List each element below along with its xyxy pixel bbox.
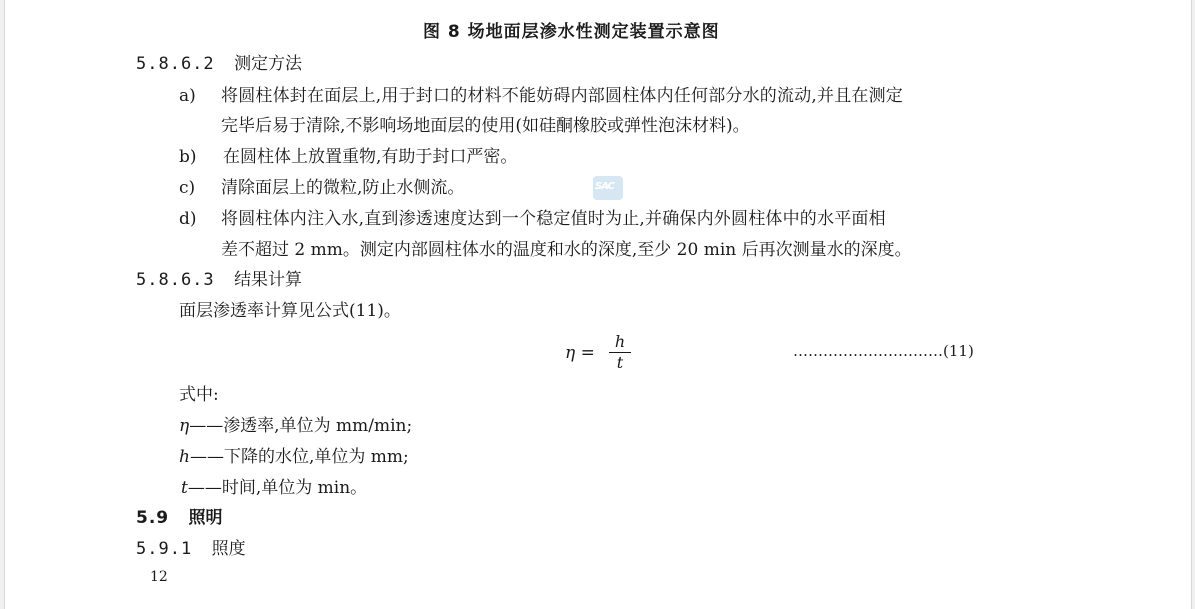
document-page [4, 0, 1192, 609]
item-b-label: b) [179, 147, 197, 167]
variable-eta [179, 416, 412, 436]
formula-intro: 面层渗透率计算见公式(11)。 [179, 301, 401, 321]
watermark-text: SAC [595, 181, 614, 192]
variable-symbol: η [179, 416, 190, 436]
variable-description: ——下降的水位,单位为 mm; [189, 447, 409, 467]
item-b-line1: 在圆柱体上放置重物,有助于封口严密。 [223, 147, 518, 167]
section-number: 5.9.1 [136, 539, 193, 559]
variable-t [181, 478, 367, 498]
item-d-line2: 差不超过 2 mm。测定内部圆柱体水的温度和水的深度,至少 20 min 后再次测量水的深度。 [221, 240, 912, 260]
variable-symbol: t [181, 478, 188, 498]
variable-symbol: h [179, 447, 190, 467]
variable-h [179, 447, 409, 467]
section-5-8-6-2-heading [136, 54, 302, 74]
formula-fraction [609, 333, 631, 372]
section-5-9-1-heading [136, 539, 246, 559]
formula-lhs: η = [565, 343, 595, 363]
section-number: 5.8.6.3 [136, 270, 215, 290]
item-a-line1: 将圆柱体封在面层上,用于封口的材料不能妨碍内部圆柱体内任何部分水的流动,并且在测定 [221, 86, 904, 106]
item-a-label: a) [179, 86, 196, 106]
section-title: 照度 [211, 539, 246, 559]
where-label: 式中: [179, 385, 219, 405]
section-5-9-heading [136, 508, 223, 528]
section-title: 结果计算 [234, 270, 303, 290]
variable-description: ——时间,单位为 min。 [187, 478, 368, 498]
formula-number-leader: …………………………(11) [793, 342, 974, 360]
item-d-line1: 将圆柱体内注入水,直到渗透速度达到一个稳定值时为止,并确保内外圆柱体中的水平面相 [221, 209, 886, 229]
figure-caption: 图 8 场地面层渗水性测定装置示意图 [423, 22, 720, 42]
section-title: 测定方法 [234, 54, 303, 74]
item-d-label: d) [179, 209, 197, 229]
section-number: 5.9 [136, 508, 170, 528]
item-a-line2: 完毕后易于清除,不影响场地面层的使用(如硅酮橡胶或弹性泡沫材料)。 [221, 116, 750, 136]
section-title: 照明 [188, 508, 223, 528]
item-c-line1: 清除面层上的微粒,防止水侧流。 [221, 178, 465, 198]
page-number: 12 [150, 569, 168, 585]
formula-denominator: t [616, 353, 624, 372]
item-c-label: c) [179, 178, 196, 198]
formula-numerator: h [614, 332, 626, 351]
section-number: 5.8.6.2 [136, 54, 215, 74]
variable-description: ——渗透率,单位为 mm/min; [189, 416, 413, 436]
section-5-8-6-3-heading [136, 270, 302, 290]
sac-watermark-logo [593, 176, 623, 200]
